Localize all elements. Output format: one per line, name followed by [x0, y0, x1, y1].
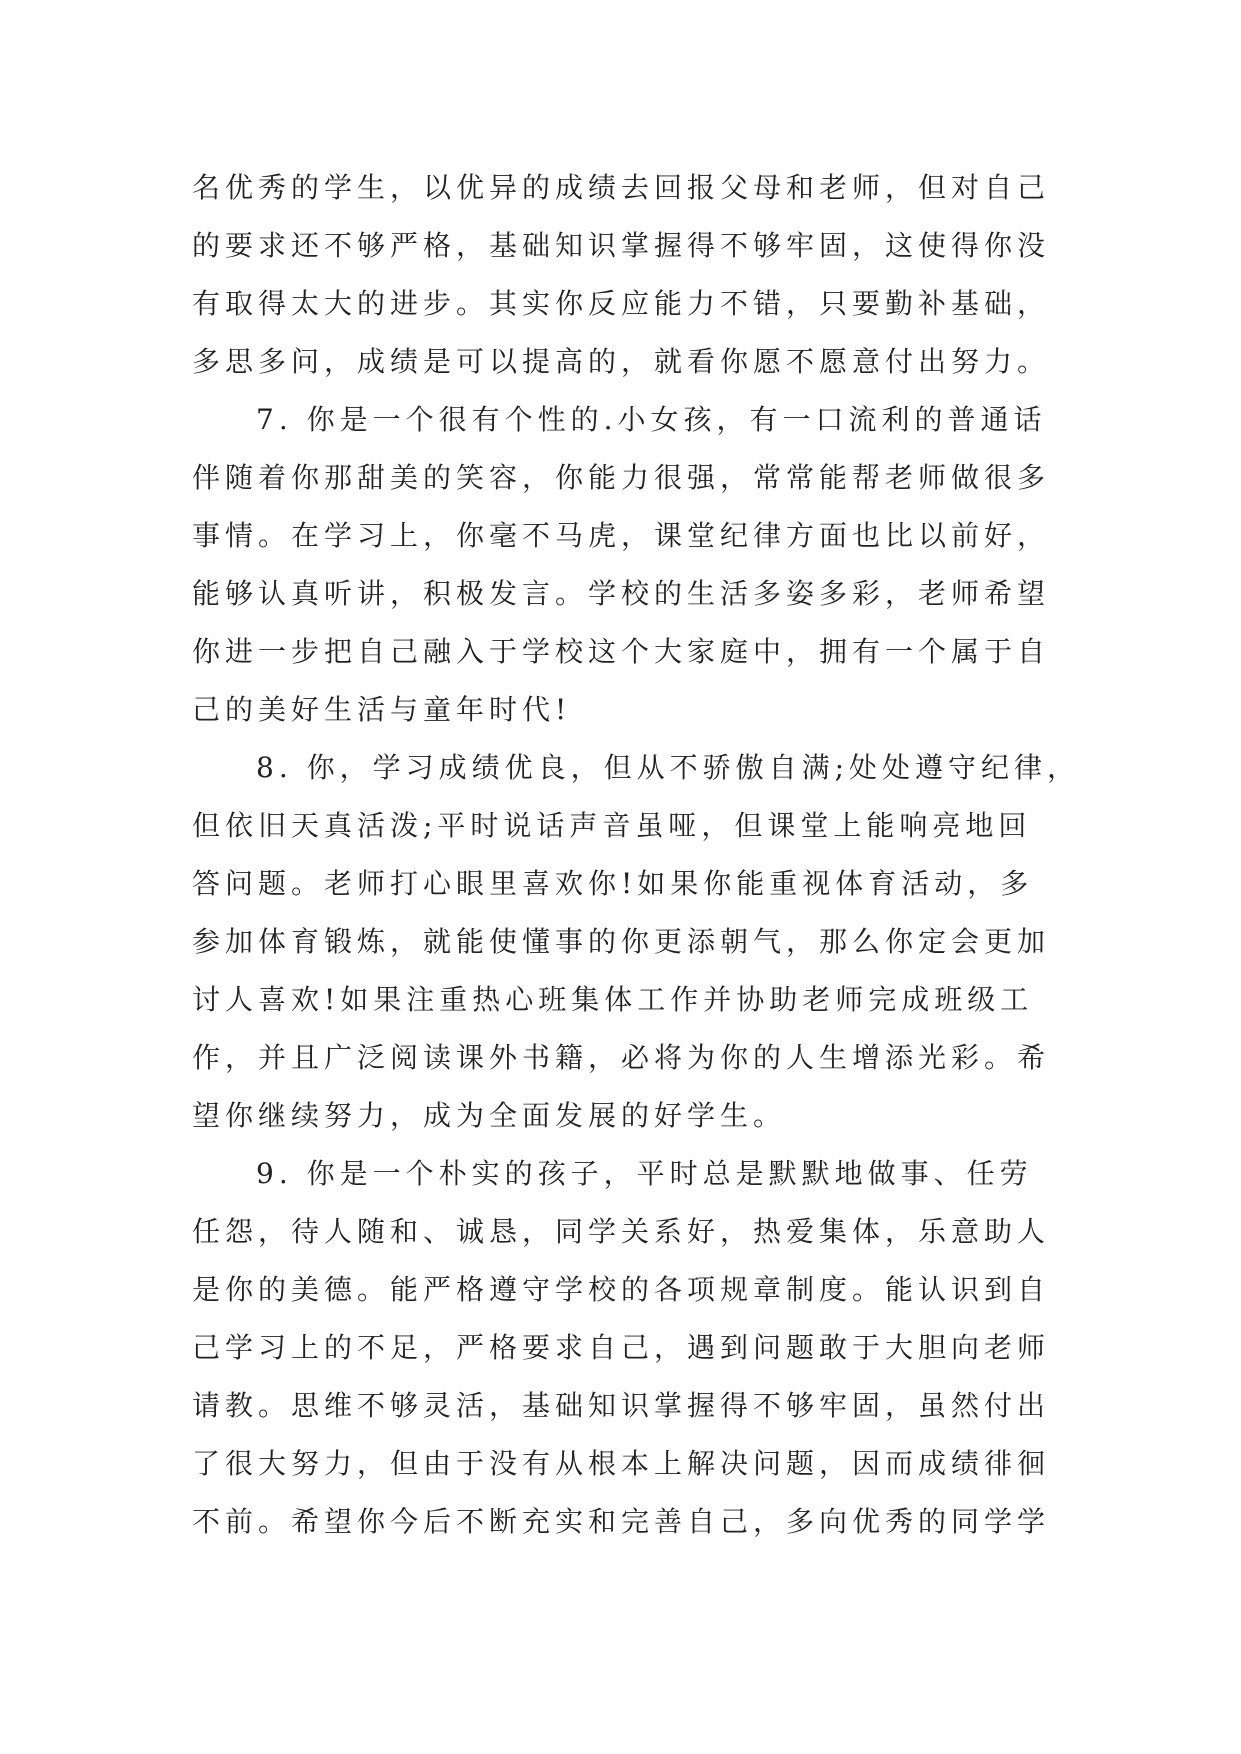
text-line: 己的美好生活与童年时代!: [192, 693, 572, 726]
text-line: 讨人喜欢!如果注重热心班集体工作并协助老师完成班级工: [192, 983, 1034, 1016]
text-line: 伴随着你那甜美的笑容，你能力很强，常常能帮老师做很多: [192, 461, 1051, 494]
text-line: 不前。希望你今后不断充实和完善自己，多向优秀的同学学: [192, 1505, 1051, 1538]
text-line: 己学习上的不足，严格要求自己，遇到问题敢于大胆向老师: [192, 1331, 1051, 1364]
text-line: 8. 你，学习成绩优良，但从不骄傲自满;处处遵守纪律，: [256, 751, 1081, 784]
text-line: 名优秀的学生，以优异的成绩去回报父母和老师，但对自己: [192, 171, 1051, 204]
text-line: 是你的美德。能严格遵守学校的各项规章制度。能认识到自: [192, 1273, 1051, 1306]
text-line: 9. 你是一个朴实的孩子，平时总是默默地做事、任劳: [256, 1157, 1033, 1190]
text-line: 7. 你是一个很有个性的.小女孩，有一口流利的普通话: [256, 403, 1047, 436]
text-line: 参加体育锻炼，就能使懂事的你更添朝气，那么你定会更加: [192, 925, 1051, 958]
text-line: 但依旧天真活泼;平时说话声音虽哑，但课堂上能响亮地回: [192, 809, 1032, 842]
text-line: 你进一步把自己融入于学校这个大家庭中，拥有一个属于自: [192, 635, 1051, 668]
text-line: 作，并且广泛阅读课外书籍，必将为你的人生增添光彩。希: [192, 1041, 1051, 1074]
text-line: 请教。思维不够灵活，基础知识掌握得不够牢固，虽然付出: [192, 1389, 1051, 1422]
text-line: 事情。在学习上，你毫不马虎，课堂纪律方面也比以前好，: [192, 519, 1051, 552]
text-line: 望你继续努力，成为全面发展的好学生。: [192, 1099, 787, 1132]
paragraph-item-9: [192, 1145, 1072, 1551]
text-line: 能够认真听讲，积极发言。学校的生活多姿多彩，老师希望: [192, 577, 1051, 610]
text-line: 了很大努力，但由于没有从根本上解决问题，因而成绩徘徊: [192, 1447, 1051, 1480]
paragraph-item-7: [192, 391, 1072, 739]
text-line: 答问题。老师打心眼里喜欢你!如果你能重视体育活动，多: [192, 867, 1034, 900]
paragraph-item-8: [192, 739, 1081, 1145]
text-line: 任怨，待人随和、诚恳，同学关系好，热爱集体，乐意助人: [192, 1215, 1051, 1248]
text-line: 有取得太大的进步。其实你反应能力不错，只要勤补基础，: [192, 287, 1051, 320]
text-line: 的要求还不够严格，基础知识掌握得不够牢固，这使得你没: [192, 229, 1051, 262]
text-line: 多思多问，成绩是可以提高的，就看你愿不愿意付出努力。: [192, 345, 1051, 378]
paragraph-continuation: [192, 159, 1072, 391]
